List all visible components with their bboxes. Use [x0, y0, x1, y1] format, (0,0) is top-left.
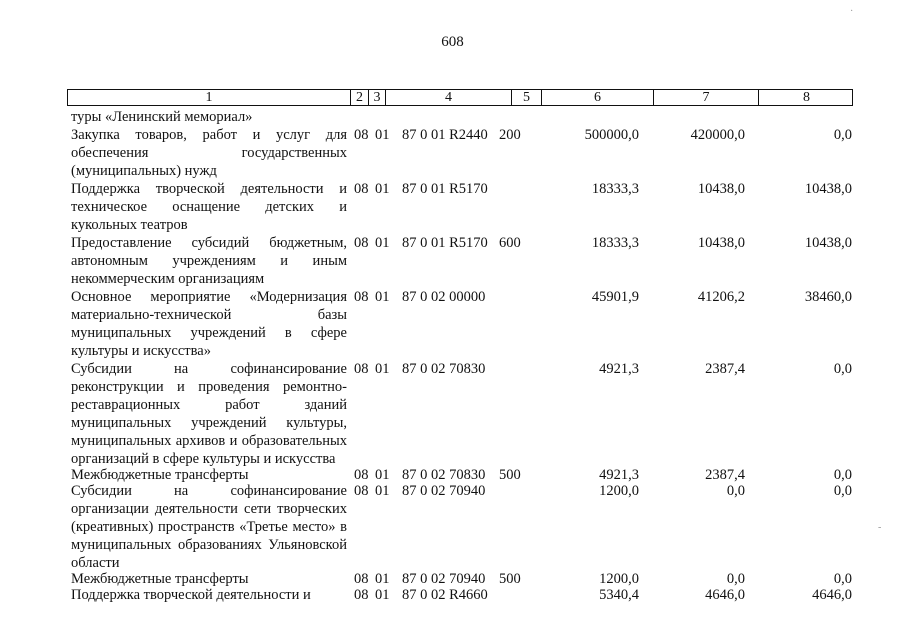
section-code: 08 [354, 289, 369, 305]
subsection-code: 01 [375, 467, 390, 483]
section-code: 08 [354, 127, 369, 143]
table-row [0, 108, 905, 126]
amount-col-8: 0,0 [833, 127, 852, 143]
subsection-code: 01 [375, 587, 390, 603]
table-row [0, 482, 905, 570]
row-description: Межбюджетные трансферты [71, 467, 249, 483]
amount-col-8: 10438,0 [804, 235, 852, 251]
target-article-code: 87 0 02 70830 [402, 361, 486, 377]
header-col-8: 8 [803, 90, 810, 105]
row-description: Поддержка творческой деятельности и [71, 587, 311, 603]
target-article-code: 87 0 02 70940 [402, 571, 486, 587]
header-col-2: 2 [351, 90, 369, 105]
section-code: 08 [354, 483, 369, 499]
target-article-code: 87 0 01 R5170 [402, 181, 488, 197]
scan-speck: · [850, 6, 854, 17]
table-header-row [67, 89, 853, 106]
amount-col-6: 4921,3 [599, 467, 639, 483]
amount-col-8: 4646,0 [812, 587, 852, 603]
subsection-code: 01 [375, 181, 390, 197]
amount-col-6: 5340,4 [599, 587, 639, 603]
amount-col-6: 4921,3 [599, 361, 639, 377]
target-article-code: 87 0 02 70830 [402, 467, 486, 483]
table-row [0, 126, 905, 180]
amount-col-7: 41206,2 [697, 289, 745, 305]
amount-col-7: 10438,0 [697, 235, 745, 251]
table-row [0, 360, 905, 466]
amount-col-6: 18333,3 [591, 235, 639, 251]
row-description: Основное мероприятие «Модернизация материально-технической базы муниципальных учреждений в сфере культуры и искусства» [71, 289, 347, 359]
subsection-code: 01 [375, 127, 390, 143]
header-col-5: 5 [512, 90, 542, 105]
expense-type-code: 600 [499, 235, 521, 251]
row-description: Субсидии на софинансирование реконструкции и проведения ремонтно-реставрационных работ зданий муниципальных учреждений культуры, муниципальных архивов и образовательных организаций в сфере культуры и искусства [71, 361, 347, 467]
target-article-code: 87 0 02 70940 [402, 483, 486, 499]
amount-col-8: 10438,0 [804, 181, 852, 197]
header-col-6: 6 [542, 90, 654, 105]
section-code: 08 [354, 235, 369, 251]
target-article-code: 87 0 01 R2440 [402, 127, 488, 143]
row-description: Межбюджетные трансферты [71, 571, 249, 587]
amount-col-8: 38460,0 [804, 289, 852, 305]
amount-col-7: 2387,4 [705, 467, 745, 483]
amount-col-7: 0,0 [726, 571, 745, 587]
subsection-code: 01 [375, 289, 390, 305]
amount-col-7: 10438,0 [697, 181, 745, 197]
expense-type-code: 500 [499, 467, 521, 483]
amount-col-6: 500000,0 [584, 127, 639, 143]
row-description: Поддержка творческой деятельности и техническое оснащение детских и кукольных театров [71, 181, 347, 233]
amount-col-6: 1200,0 [599, 571, 639, 587]
table-row [0, 466, 905, 482]
amount-col-6: 45901,9 [591, 289, 639, 305]
scan-speck: - [878, 522, 882, 533]
expense-type-code: 200 [499, 127, 521, 143]
header-col-4: 4 [386, 90, 512, 105]
header-col-7: 7 [654, 90, 759, 105]
amount-col-6: 1200,0 [599, 483, 639, 499]
page-number: 608 [441, 34, 464, 50]
amount-col-7: 4646,0 [705, 587, 745, 603]
amount-col-8: 0,0 [833, 467, 852, 483]
amount-col-6: 18333,3 [591, 181, 639, 197]
section-code: 08 [354, 181, 369, 197]
table-row [0, 586, 905, 604]
row-description: туры «Ленинский мемориал» [71, 109, 253, 125]
target-article-code: 87 0 01 R5170 [402, 235, 488, 251]
section-code: 08 [354, 571, 369, 587]
header-col-1: 1 [68, 90, 351, 105]
table-body [0, 108, 905, 604]
subsection-code: 01 [375, 483, 390, 499]
subsection-code: 01 [375, 235, 390, 251]
row-description: Закупка товаров, работ и услуг для обеспечения государственных (муниципальных) нужд [71, 127, 347, 179]
subsection-code: 01 [375, 361, 390, 377]
table-row [0, 234, 905, 288]
section-code: 08 [354, 467, 369, 483]
row-description: Предоставление субсидий бюджетным, автономным учреждениям и иным некоммерческим организациям [71, 235, 347, 287]
table-row [0, 180, 905, 234]
target-article-code: 87 0 02 R4660 [402, 587, 488, 603]
expense-type-code: 500 [499, 571, 521, 587]
amount-col-7: 0,0 [726, 483, 745, 499]
amount-col-8: 0,0 [833, 571, 852, 587]
amount-col-7: 420000,0 [690, 127, 745, 143]
amount-col-8: 0,0 [833, 361, 852, 377]
target-article-code: 87 0 02 00000 [402, 289, 486, 305]
amount-col-8: 0,0 [833, 483, 852, 499]
table-row [0, 288, 905, 360]
amount-col-7: 2387,4 [705, 361, 745, 377]
section-code: 08 [354, 361, 369, 377]
table-row [0, 570, 905, 586]
subsection-code: 01 [375, 571, 390, 587]
row-description: Субсидии на софинансирование организации деятельности сети творческих (креативных) пространств «Третье место» в муниципальных образованиях Ульяновской области [71, 483, 347, 571]
header-col-3: 3 [369, 90, 386, 105]
section-code: 08 [354, 587, 369, 603]
